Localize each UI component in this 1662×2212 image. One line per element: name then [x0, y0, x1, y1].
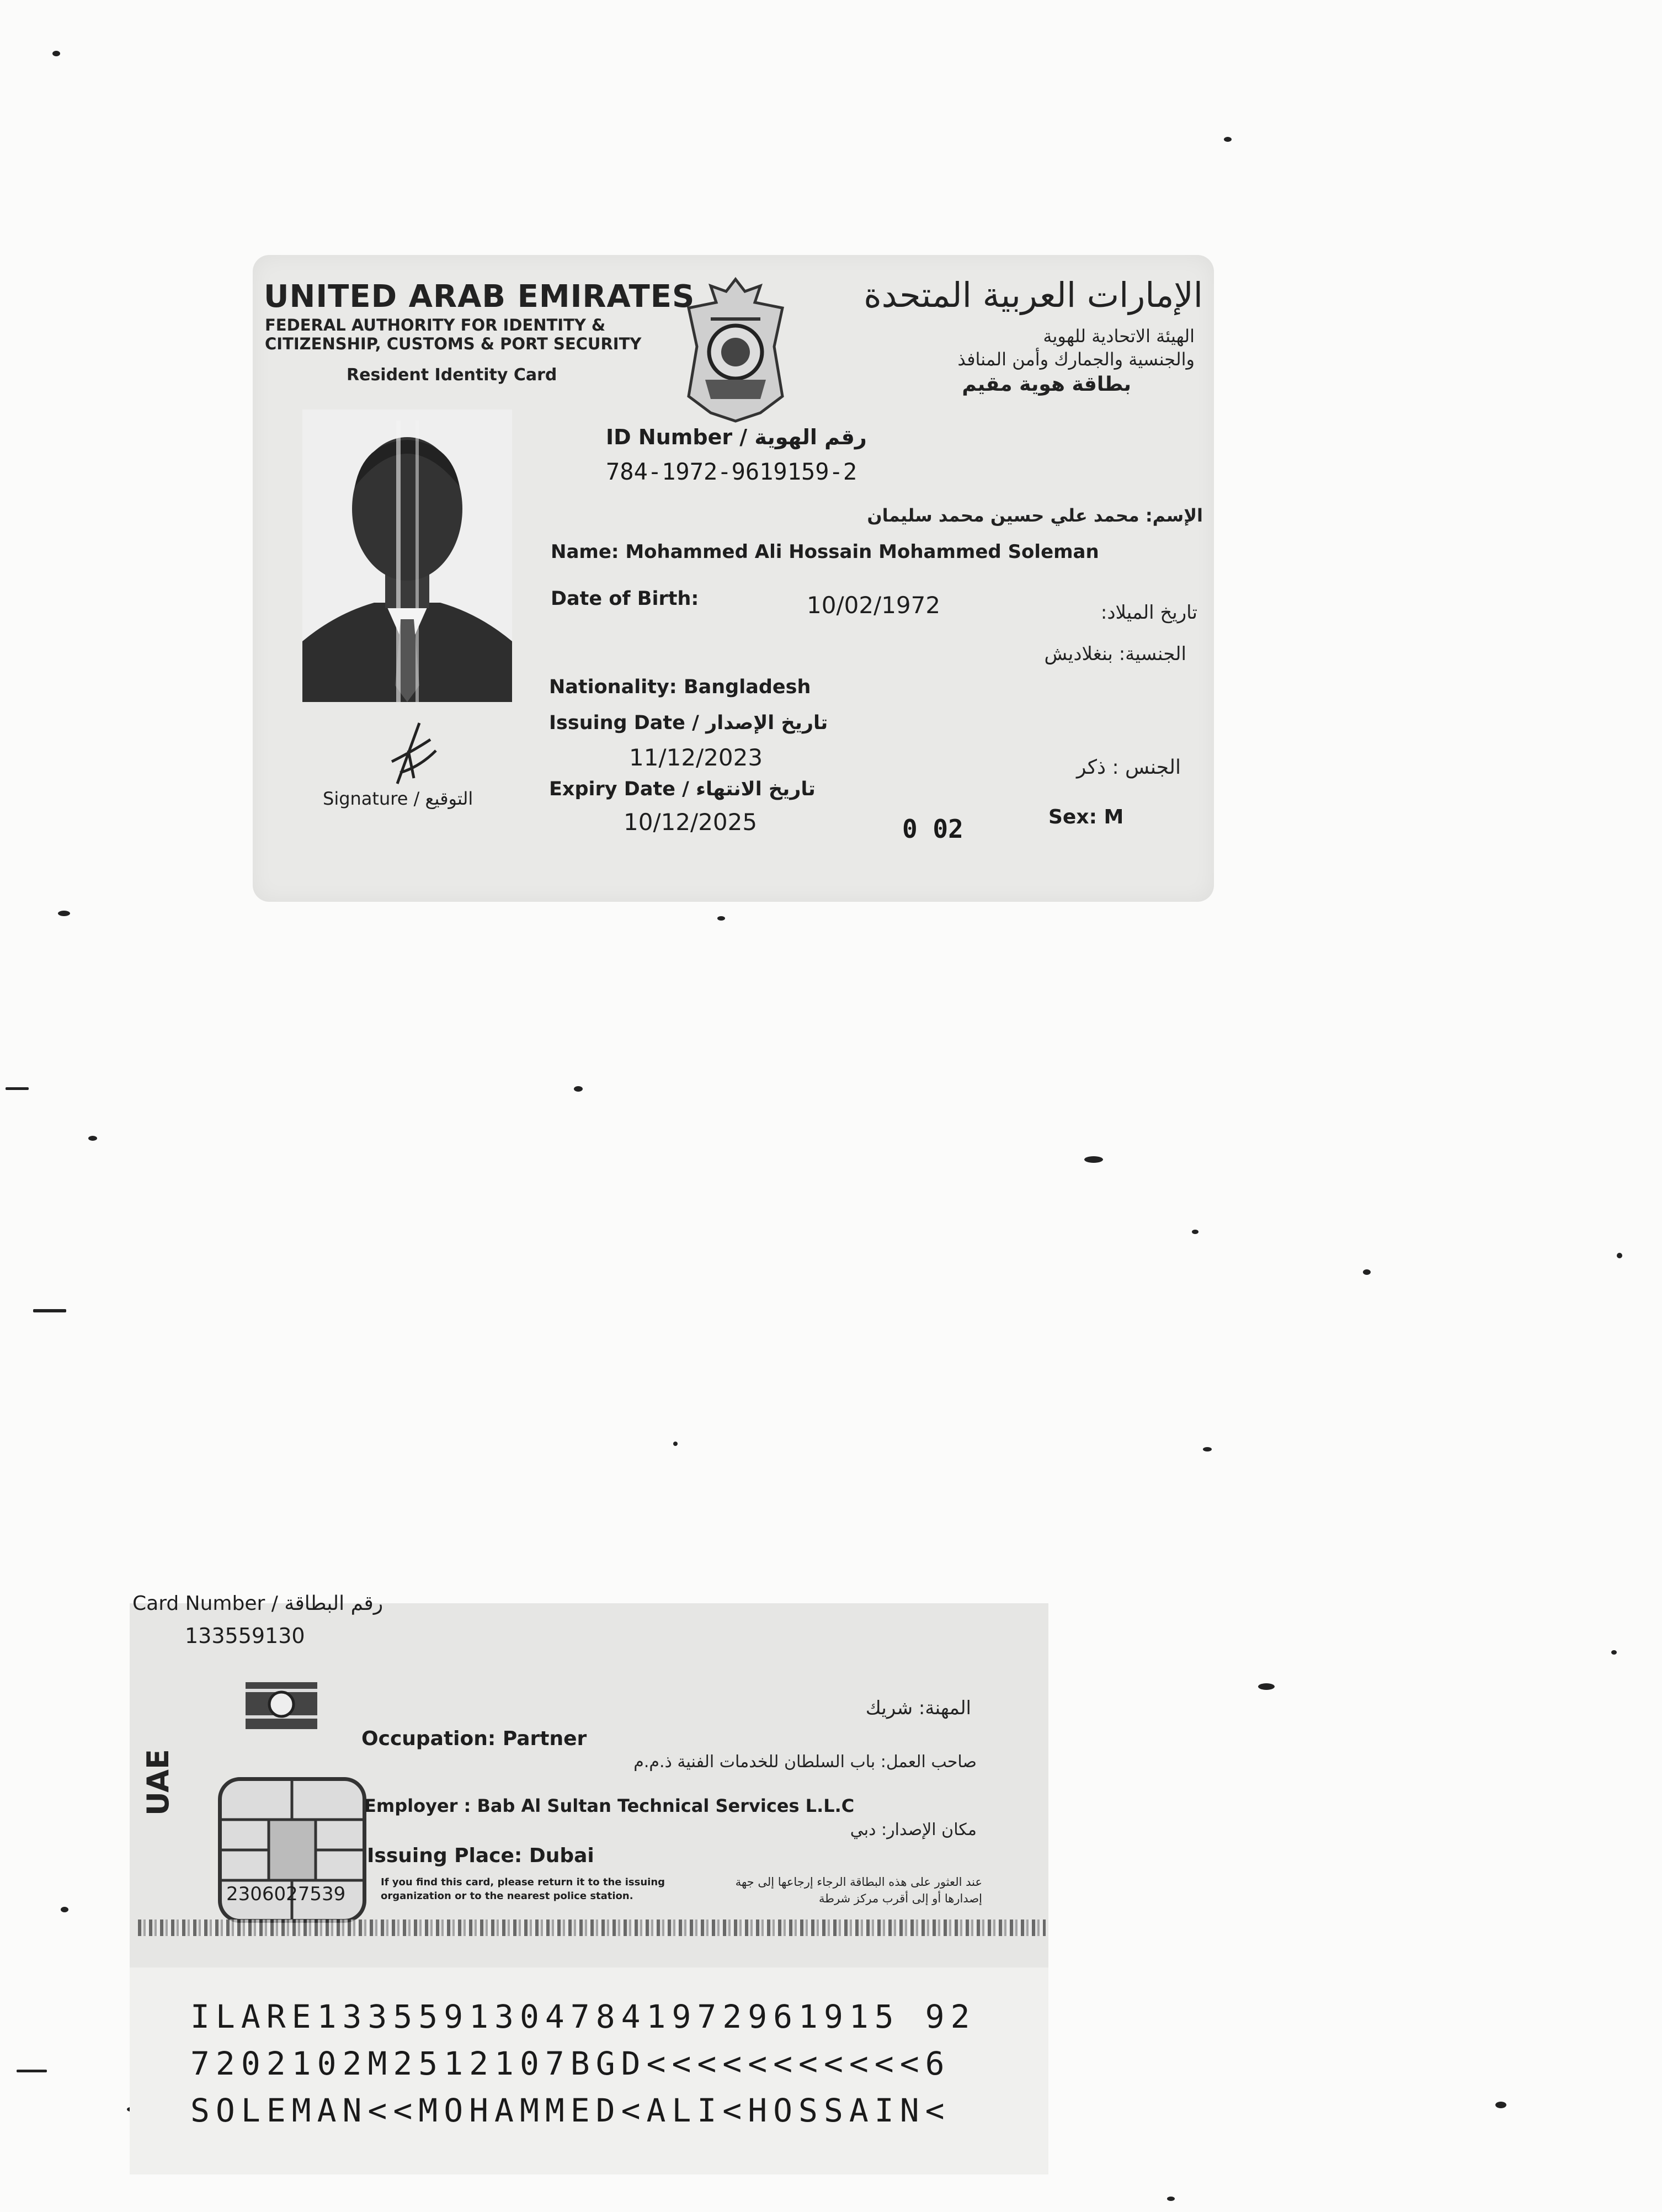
uae-emblem-icon — [672, 269, 799, 425]
ar-sex: الجنس : ذكر — [1076, 756, 1181, 779]
ar-employer: صاحب العمل: باب السلطان للخدمات الفنية ذ.م.م — [633, 1752, 977, 1772]
ar-country-title: الإمارات العربية المتحدة — [864, 275, 1203, 315]
issuing-place: Issuing Place: Dubai — [367, 1844, 594, 1867]
card-logo-icon — [246, 1682, 317, 1729]
ar-occupation: المهنة: شريك — [865, 1697, 971, 1719]
notice-en-line-2: organization or to the nearest police station. — [381, 1890, 633, 1902]
expiry-date-label: Expiry Date / تاريخ الانتهاء — [549, 778, 816, 800]
card-number: 133559130 — [185, 1624, 305, 1648]
mrz-line-1: ILARE13355913047841972961915 92 — [190, 1998, 976, 2035]
signature-label: Signature / التوقيع — [323, 788, 473, 809]
issuing-date: 11/12/2023 — [629, 744, 763, 771]
security-strip — [138, 1919, 1046, 1936]
card-serial: 0 02 — [902, 814, 963, 844]
nationality: Nationality: Bangladesh — [549, 676, 811, 698]
ar-name: الإسم: محمد علي حسين محمد سليمان — [867, 505, 1203, 526]
card-type: Resident Identity Card — [347, 365, 557, 385]
ar-card-type: بطاقة هوية مقيم — [962, 373, 1131, 396]
holder-name: Name: Mohammed Ali Hossain Mohammed Soleman — [551, 541, 1099, 563]
notice-en-line-1: If you find this card, please return it to the issuing — [381, 1876, 665, 1888]
issuing-date-label: Issuing Date / تاريخ الإصدار — [549, 712, 828, 734]
uae-vertical-label: UAE — [141, 1749, 175, 1816]
authority-line-2: CITIZENSHIP, CUSTOMS & PORT SECURITY — [265, 334, 642, 353]
occupation: Occupation: Partner — [361, 1727, 587, 1750]
mrz-line-3: SOLEMAN<<MOHAMMED<ALI<HOSSAIN< — [190, 2092, 951, 2129]
card-number-label: Card Number / رقم البطاقة — [132, 1592, 383, 1615]
dob-value: 10/02/1972 — [807, 592, 941, 619]
authority-line-1: FEDERAL AUTHORITY FOR IDENTITY & — [265, 316, 606, 334]
ar-authority-line-2: والجنسية والجمارك وأمن المنافذ — [957, 349, 1195, 370]
ar-nationality: الجنسية: بنغلاديش — [1044, 643, 1186, 665]
chip-number: 2306027539 — [226, 1883, 346, 1905]
employer: Employer : Bab Al Sultan Technical Services L.L.C — [364, 1795, 855, 1816]
holder-signature — [381, 717, 447, 789]
notice-ar-line-2: إصدارها أو إلى أقرب مركز شرطة — [818, 1892, 982, 1905]
notice-ar-line-1: عند العثور على هذه البطاقة الرجاء إرجاعها إلى جهة — [735, 1875, 982, 1889]
ar-issuing-place: مكان الإصدار: دبي — [850, 1820, 977, 1839]
ar-authority-line-1: الهيئة الاتحادية للهوية — [1043, 326, 1195, 347]
country-title: UNITED ARAB EMIRATES — [264, 279, 695, 315]
holder-photo — [302, 410, 512, 702]
ar-dob-label: تاريخ الميلاد: — [1100, 602, 1197, 624]
sex-value: Sex: M — [1048, 806, 1124, 828]
mrz-line-2: 7202102M2512107BGD<<<<<<<<<<<6 — [190, 2045, 951, 2082]
dob-label: Date of Birth: — [551, 588, 699, 610]
id-number-label: ID Number / رقم الهوية — [606, 425, 867, 449]
id-number: 784-1972-9619159-2 — [606, 458, 857, 485]
expiry-date: 10/12/2025 — [624, 809, 758, 836]
